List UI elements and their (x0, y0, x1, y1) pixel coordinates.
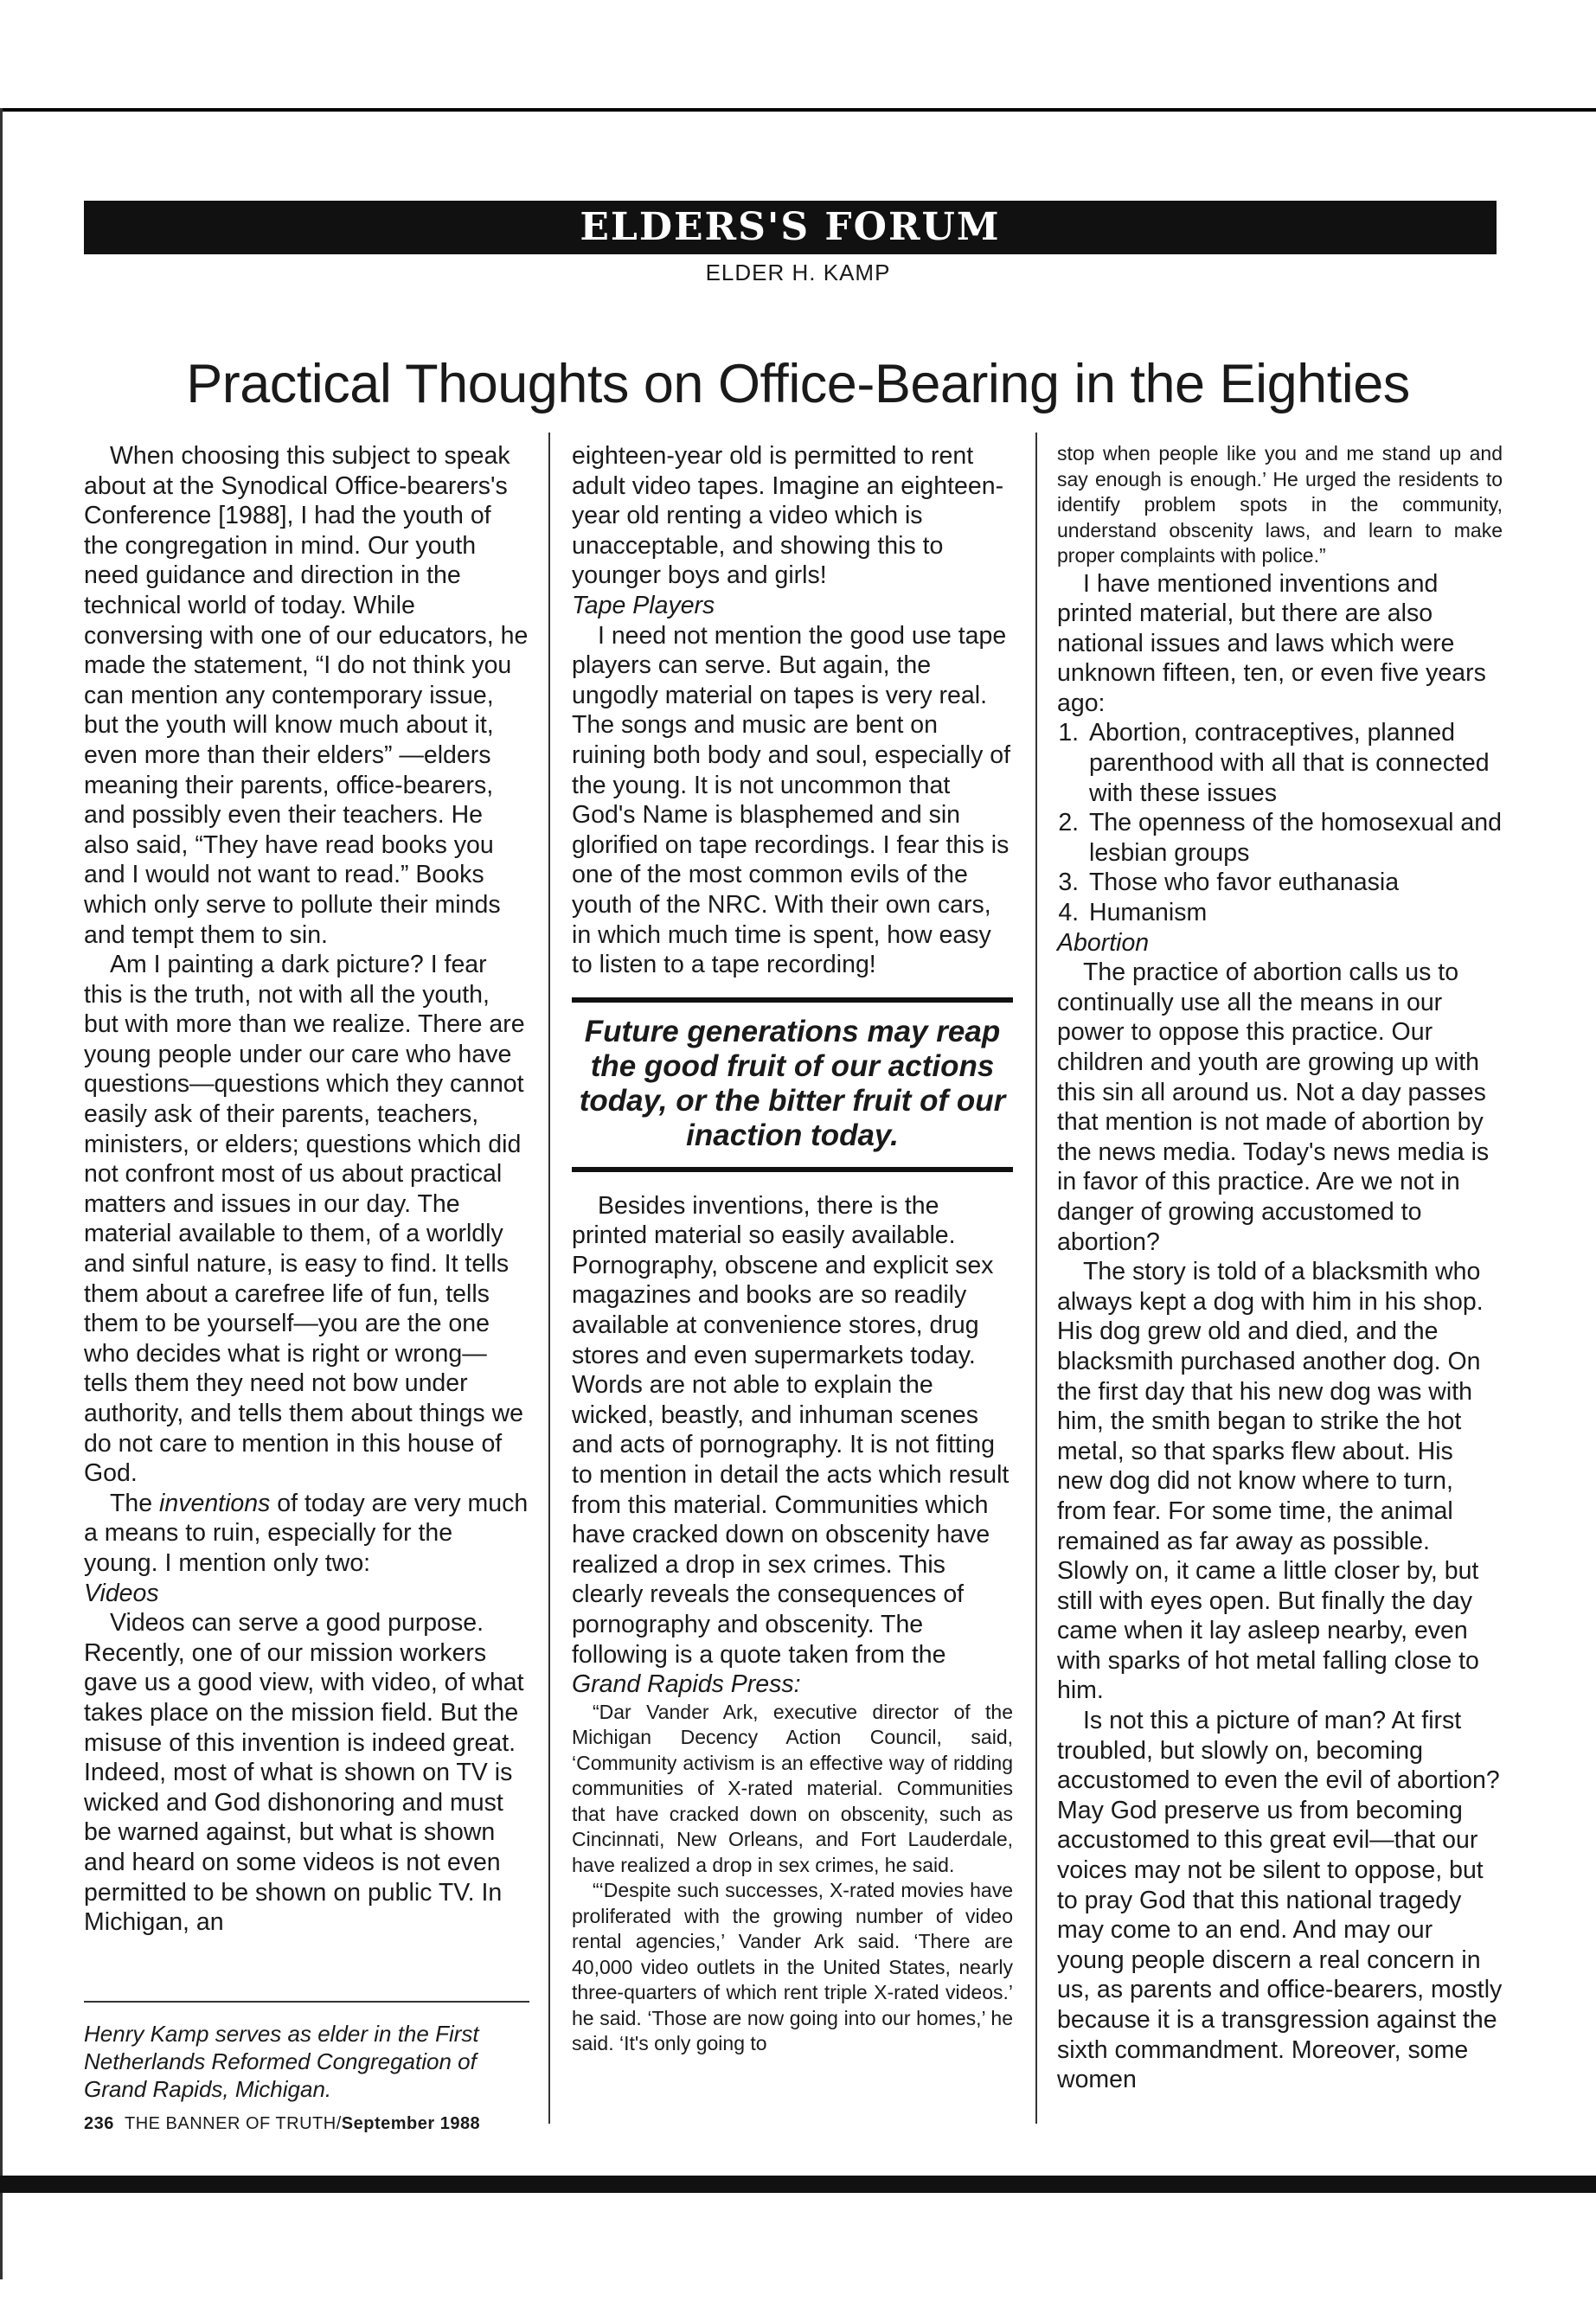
emphasis: inventions (159, 1489, 271, 1517)
list-item: 1. Abortion, contraceptives, planned parenthood with all that is connected with these issues (1086, 718, 1503, 808)
list-item: 4. Humanism (1086, 898, 1503, 928)
paragraph: Besides inventions, there is the printed material so easily available. Pornography, obscene and explicit sex magazines and books are so readily available at convenience stores, drug stores and even supermarkets today. Words are not able to explain the wicked, beastly, and inhuman scenes and acts of pornography. It is not fitting to mention in detail the acts which result from this material. Communities which have cracked down on obscenity have realized a drop in sex crimes. This clearly reveals the consequences of pornography and obscenity. The following is a quote taken from the (572, 1191, 1010, 1669)
column-1 (84, 441, 529, 1938)
issues-list (1057, 718, 1503, 927)
column-3 (1057, 441, 1503, 2095)
article-title: Practical Thoughts on Office-Bearing in the Eighties (186, 354, 1410, 414)
author-byline: ELDER H. KAMP (705, 260, 891, 285)
list-item: 3. Those who favor euthanasia (1086, 868, 1503, 898)
block-quote: “Dar Vander Ark, executive director of the Michigan Decency Action Council, said, ‘Community activism is an effective way of ridding communities of X-rated material. Communities that have cracked down on obscenity, such as Cincinnati, New Orleans, and Fort Lauderdale, have realized a drop in sex crimes, he said. (572, 1700, 1013, 1876)
paragraph: eighteen-year old is permitted to rent adult video tapes. Imagine an eighteen-year old renting a video which is unacceptable, and showing this to younger boys and girls! (572, 442, 1004, 590)
paragraph: I have mentioned inventions and printed material, but there are also national issues and laws which were unknown fifteen, ten, or even five years ago: (1057, 569, 1486, 717)
paragraph (84, 1489, 529, 1579)
column-divider (548, 433, 550, 2124)
block-quote: stop when people like you and me stand up and say enough is enough.’ He urged the residents to identify problem spots in the community, understand obscenity laws, and learn to make proper complaints with police.” (1057, 442, 1503, 567)
left-scan-edge (0, 108, 3, 2279)
paragraph: The practice of abortion calls us to continually use all the means in our power to oppose this practice. Our children and youth are growing up with this sin all around us. Not a day passes that mention is not made of abortion by the news media. Today's news media is in favor of this practice. Are we not in danger of growing accustomed to abortion? (1057, 958, 1490, 1256)
subheading-abortion: Abortion (1057, 928, 1150, 957)
subheading-tape-players: Tape Players (572, 591, 715, 619)
bottom-scan-band (0, 2176, 1596, 2193)
text-run: The (110, 1489, 160, 1517)
top-scan-rule (0, 108, 1596, 112)
list-item: 2. The openness of the homosexual and lesbian groups (1086, 808, 1503, 868)
paragraph: When choosing this subject to speak about at the Synodical Office-bearers's Conference [1988], I had the youth of the congregation in mind. Our youth need guidance and direction in the technical world of today. While conversing with one of our educators, he made the statement, “I do not think you can mention any contemporary issue, but the youth will know much about it, even more than their elders” —elders meaning their parents, office-bearers, and possibly even their teachers. He also said, “They have read books you and I would not want to read.” Books which only serve to pollute their minds and tempt them to sin. (84, 442, 529, 949)
pull-quote: Future generations may reap the good fruit of our actions today, or the bitter fruit of our inaction today. (572, 997, 1013, 1172)
page-number: 236 (84, 2114, 114, 2133)
subheading-videos: Videos (84, 1579, 159, 1607)
block-quote: “‘Despite such successes, X-rated movies have proliferated with the growing number of video rental agencies,’ Vander Ark said. ‘There are 40,000 video outlets in the United States, nearly three-quarters of which rent triple X-rated videos.’ he said. ‘Those are now going into our homes,’ he said. ‘It's only going to (572, 1879, 1013, 2055)
issue-date: September 1988 (341, 2114, 481, 2133)
author-footnote: Henry Kamp serves as elder in the First Netherlands Reformed Congregation of Grand Rapids, Michigan. (84, 2001, 529, 2103)
text-run: of today are very much a means to ruin, especially for the young. I mention only two: (84, 1489, 529, 1577)
paragraph: Am I painting a dark picture? I fear this is the truth, not with all the youth, but with more than we realize. There are young people under our care who have questions—questions which they cannot easily ask of their parents, teachers, ministers, or elders; questions which did not confront most of us about practical matters and issues in our day. The material available to them, of a worldly and sinful nature, is easy to find. It tells them about a carefree life of fun, tells them to be yourself—you are the one who decides what is right or wrong—tells them they need not bow under authority, and tells them about things we do not care to mention in this house of God. (84, 951, 525, 1488)
paragraph: The story is told of a blacksmith who always kept a dog with him in his shop. His dog grew old and died, and the blacksmith purchased another dog. On the first day that his new dog was with him, the smith began to strike the hot metal, so that sparks flew about. His new dog did not know where to turn, from fear. For some time, the animal remained as far away as possible. Slowly on, it came a little closer by, but still with eyes open. But finally the day came when it lay asleep nearby, even with sparks of hot metal falling close to him. (1057, 1258, 1484, 1705)
column-2 (572, 441, 1013, 2057)
section-banner: ELDERS'S FORUM (84, 201, 1497, 254)
publication-name: THE BANNER OF TRUTH (125, 2114, 337, 2133)
paragraph: I need not mention the good use tape players can serve. But again, the ungodly material on tapes is very real. The songs and music are bent on ruining both body and soul, especially of the young. It is not uncommon that God's Name is blasphemed and sin glorified on tape recordings. I fear this is one of the most common evils of the youth of the NRC. With their own cars, in which much time is spent, how easy to listen to a tape recording! (572, 621, 1011, 979)
paragraph: Videos can serve a good purpose. Recently, one of our mission workers gave us a good view, with video, of what takes place on the mission field. But the misuse of this invention is indeed great. Indeed, most of what is shown on TV is wicked and God dishonoring and must be warned against, but what is shown and heard on some videos is not even permitted to be shown on public TV. In Michigan, an (84, 1609, 524, 1937)
paragraph: Is not this a picture of man? At first troubled, but slowly on, becoming accustomed to even the evil of abortion? May God preserve us from becoming accustomed to this great evil—that our voices may not be silent to oppose, but to pray God that this national tragedy may come to an end. And may our young people discern a real concern in us, as parents and office-bearers, mostly because it is a transgression against the sixth commandment. Moreover, some women (1057, 1707, 1503, 2094)
quote-source: Grand Rapids Press: (572, 1670, 801, 1699)
page-folio: 236 THE BANNER OF TRUTH/September 1988 (84, 2114, 481, 2133)
column-divider (1035, 433, 1037, 2124)
